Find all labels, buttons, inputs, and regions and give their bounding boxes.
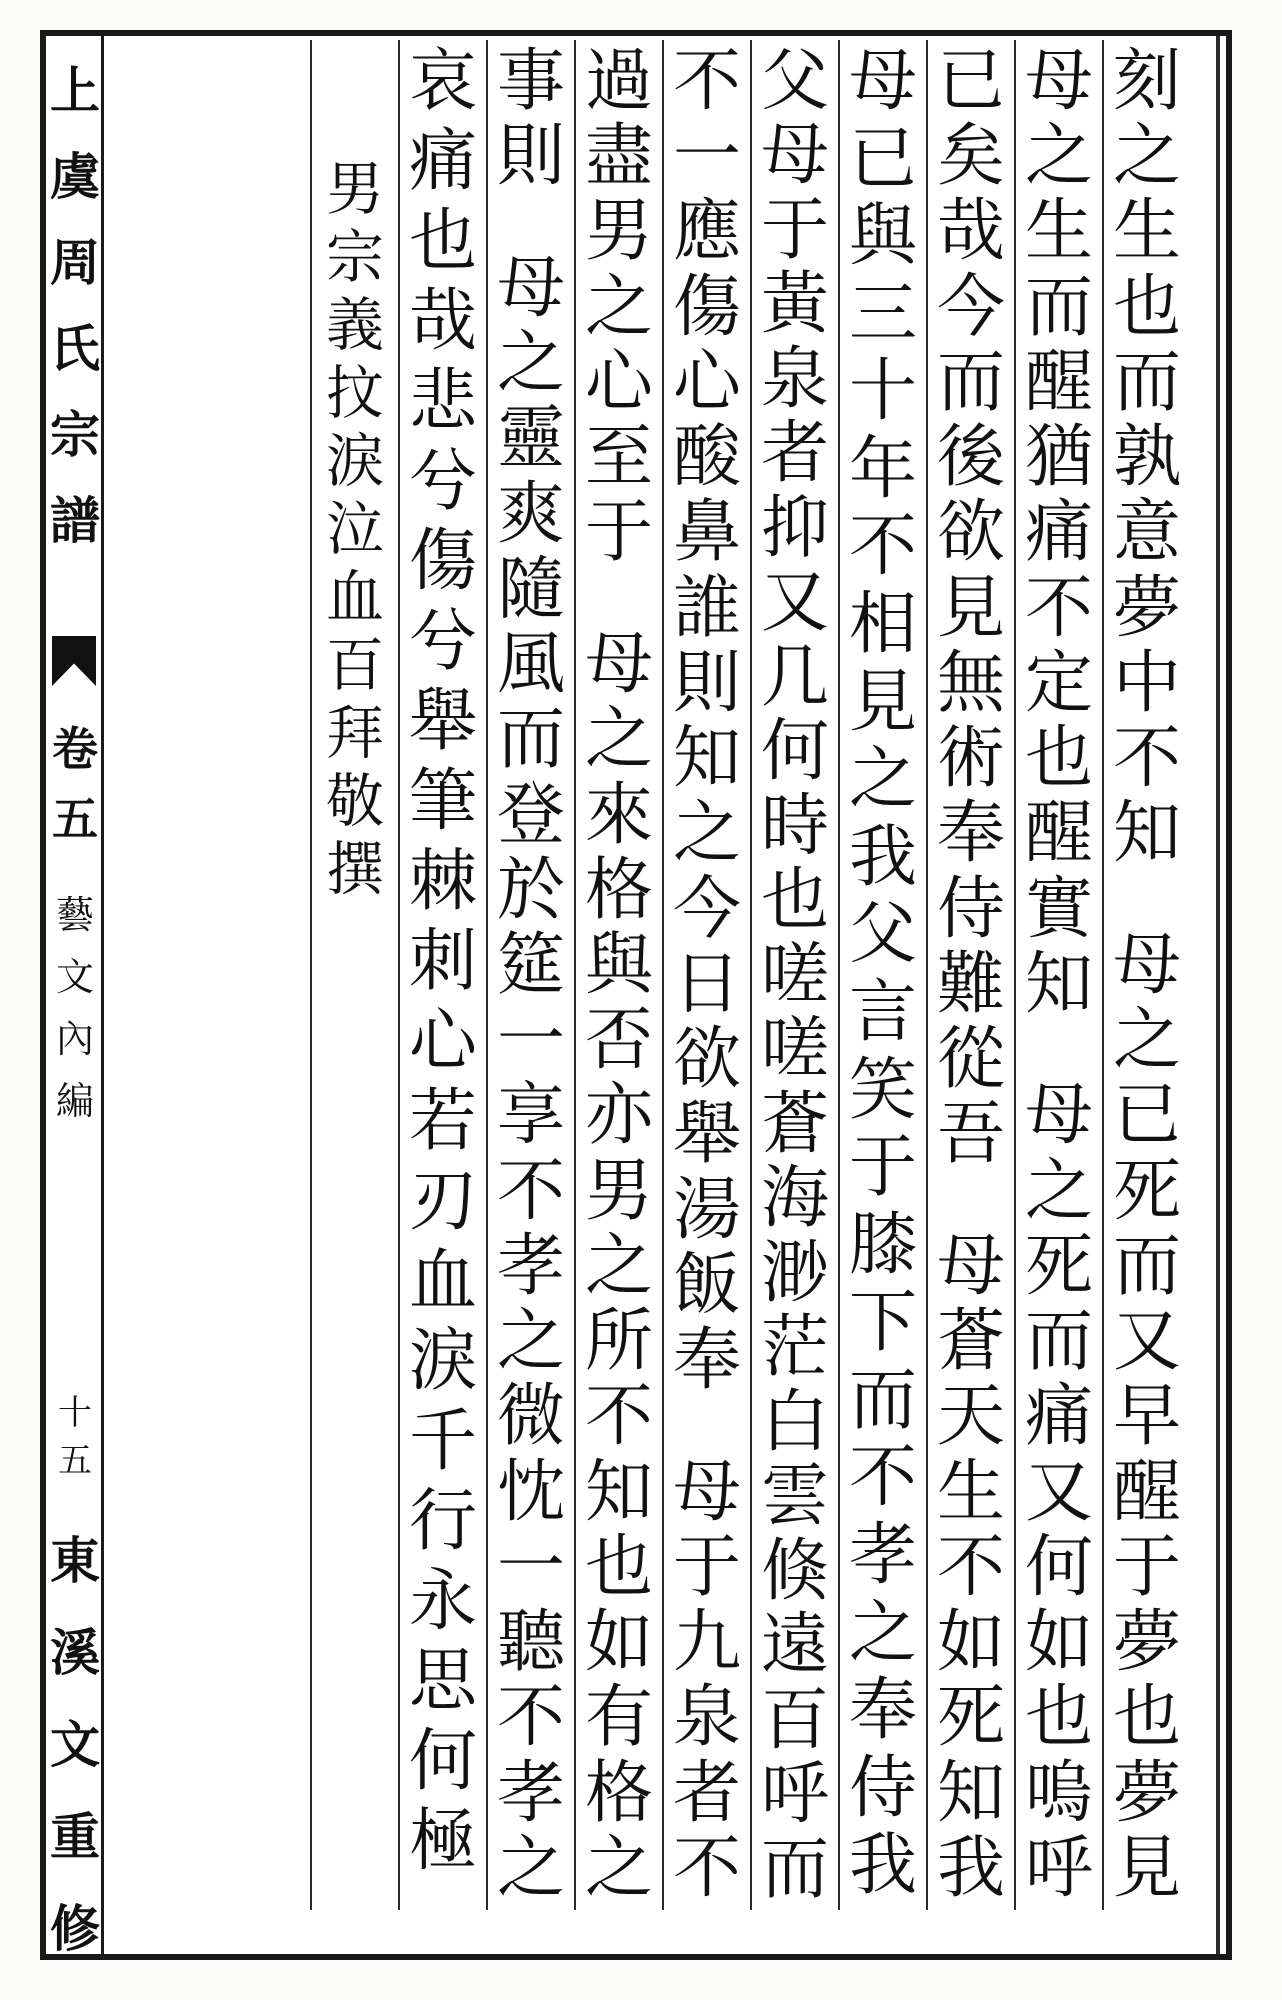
text-char: 父 (760, 42, 829, 121)
text-char: 父 (848, 895, 917, 975)
banxin-title-char: 虞 (50, 147, 100, 206)
text-char: 已 (1112, 1076, 1181, 1156)
text-char: 之 (584, 267, 653, 347)
text-char: 而 (936, 342, 1005, 422)
text-char: 中 (1112, 643, 1181, 723)
text-char: 三 (848, 274, 917, 354)
text-char: 如 (584, 1603, 653, 1683)
text-char: 已 (936, 42, 1005, 121)
text-char: 今 (936, 267, 1005, 347)
banxin-hall-char: 溪 (50, 1623, 100, 1682)
text-char: 知 (1112, 794, 1181, 874)
text-char: 從 (936, 1020, 1005, 1100)
text-char: 鼻 (672, 493, 741, 573)
text-char: 也 (1112, 267, 1181, 347)
text-char: 心 (672, 342, 741, 422)
text-char: 孝 (496, 1753, 565, 1833)
text-char: 天 (936, 1377, 1005, 1457)
text-char: 又 (1112, 1302, 1181, 1382)
text-char: 也 (760, 861, 829, 941)
text-char: 筆 (408, 762, 477, 841)
genealogy-title (48, 61, 102, 582)
text-char: 之 (672, 794, 741, 874)
text-char: 何 (1024, 1527, 1093, 1607)
text-char: 過 (584, 42, 653, 121)
text-char: 于 (584, 493, 653, 573)
text-char: 一 (672, 117, 741, 197)
text-char: 抑 (760, 488, 829, 568)
text-char: 永 (408, 1562, 477, 1641)
text-char: 夢 (1112, 1753, 1181, 1833)
text-char: 蒼 (760, 1084, 829, 1164)
text-char: 泉 (760, 339, 829, 419)
text-char: 與 (848, 197, 917, 277)
text-char: 不 (1024, 568, 1093, 648)
text-char: 奉 (936, 794, 1005, 874)
text-char: 心 (584, 342, 653, 422)
text-char: 母 (584, 625, 653, 705)
text-char: 如 (1024, 1603, 1093, 1683)
text-char: 無 (936, 643, 1005, 723)
text-char: 一 (496, 1527, 565, 1607)
text-char: 而 (1024, 1302, 1093, 1382)
text-char: 呼 (1024, 1828, 1093, 1908)
text-char: 奉 (848, 1671, 917, 1751)
text-char: 已 (848, 119, 917, 199)
text-char: 不 (848, 507, 917, 587)
text-char: 痛 (408, 122, 477, 201)
text-char: 兮 (408, 602, 477, 681)
text-column (662, 40, 750, 1910)
text-char: 刻 (1112, 42, 1181, 121)
text-char: 男 (584, 192, 653, 272)
text-char: 淚 (408, 1322, 477, 1401)
text-char: 風 (496, 625, 565, 705)
text-char: 母 (760, 116, 829, 196)
text-char: 之 (496, 1302, 565, 1382)
text-char: 蒼 (936, 1302, 1005, 1382)
text-char: 年 (848, 429, 917, 509)
text-char: 刺 (408, 922, 477, 1001)
text-char: 實 (1024, 869, 1093, 949)
text-char: 思 (408, 1642, 477, 1721)
text-char: 傷 (408, 522, 477, 601)
text-char: 而 (496, 700, 565, 780)
text-char: 爽 (496, 474, 565, 554)
text-char: 之 (1024, 1151, 1093, 1231)
section-name (48, 893, 102, 1144)
text-char: 之 (584, 700, 653, 780)
text-char: 行 (408, 1482, 477, 1561)
text-char: 之 (1024, 117, 1093, 197)
text-char: 何 (760, 712, 829, 792)
text-char: 誰 (672, 568, 741, 648)
text-char: 忱 (496, 1452, 565, 1532)
text-char: 不 (848, 1438, 917, 1518)
text-char: 生 (1112, 192, 1181, 272)
text-char: 死 (1112, 1151, 1181, 1231)
text-char: 淚 (325, 427, 384, 495)
text-char: 術 (936, 719, 1005, 799)
text-char: 若 (408, 1082, 477, 1161)
text-char: 笑 (848, 1050, 917, 1130)
text-char: 也 (1024, 1678, 1093, 1758)
text-char: 隨 (496, 549, 565, 629)
text-char: 者 (760, 414, 829, 494)
text-char: 膝 (848, 1205, 917, 1285)
text-char: 所 (584, 1302, 653, 1382)
text-char: 夢 (1112, 568, 1181, 648)
text-char: 也 (1112, 1678, 1181, 1758)
text-char: 不 (672, 42, 741, 121)
text-char: 時 (760, 786, 829, 866)
text-char: 倏 (760, 1531, 829, 1611)
text-char: 登 (496, 775, 565, 855)
text-char: 渺 (760, 1233, 829, 1313)
text-char: 哀 (408, 42, 477, 121)
signature-column (310, 40, 398, 1910)
text-char: 也 (1024, 719, 1093, 799)
text-char: 血 (325, 563, 384, 631)
text-char: 孝 (496, 1226, 565, 1306)
text-char: 不 (496, 1151, 565, 1231)
text-char: 于 (760, 190, 829, 270)
text-char: 有 (584, 1678, 653, 1758)
frame-border-right (1216, 36, 1220, 1954)
banxin-title-char: 譜 (50, 491, 100, 550)
text-char: 百 (760, 1680, 829, 1760)
text-char: 而 (1112, 342, 1181, 422)
text-char: 母 (936, 1226, 1005, 1306)
text-char: 一 (496, 1001, 565, 1081)
text-char: 則 (496, 117, 565, 197)
text-char: 茫 (760, 1308, 829, 1388)
text-char: 千 (408, 1402, 477, 1481)
text-char: 享 (496, 1076, 565, 1156)
text-char: 男 (325, 155, 384, 223)
text-char: 泉 (672, 1678, 741, 1758)
text-char: 知 (936, 1753, 1005, 1833)
text-char: 哉 (936, 192, 1005, 272)
text-char: 靈 (496, 399, 565, 479)
text-char: 義 (325, 291, 384, 359)
text-column (1102, 40, 1190, 1910)
text-char: 應 (672, 192, 741, 272)
banxin-juan-char: 五 (52, 792, 98, 846)
text-column (750, 40, 838, 1910)
page-number (48, 1393, 102, 1492)
text-char: 敬 (325, 767, 384, 835)
text-char: 遠 (760, 1606, 829, 1686)
banxin-page-char: 十 (58, 1393, 92, 1433)
text-char: 相 (848, 585, 917, 665)
text-char: 刃 (408, 1162, 477, 1241)
text-char: 者 (672, 1753, 741, 1833)
text-char: 棘 (408, 842, 477, 921)
text-char: 如 (936, 1603, 1005, 1683)
banxin-hall-char: 修 (50, 1899, 100, 1958)
banxin-hall-char: 東 (50, 1531, 100, 1590)
text-char: 之 (584, 1226, 653, 1306)
text-column (926, 40, 1014, 1910)
text-char: 死 (936, 1678, 1005, 1758)
banxin-section-char: 藝 (55, 893, 94, 937)
text-char: 醒 (1024, 794, 1093, 874)
text-char: 之 (584, 1828, 653, 1908)
text-char: 後 (936, 418, 1005, 498)
text-char: 盡 (584, 117, 653, 197)
text-char: 之 (496, 324, 565, 404)
text-char: 九 (672, 1603, 741, 1683)
text-char: 不 (584, 1377, 653, 1457)
text-char: 見 (936, 568, 1005, 648)
text-char: 醒 (1112, 1452, 1181, 1532)
text-char: 男 (584, 1151, 653, 1231)
banxin-page-char: 五 (58, 1441, 92, 1481)
text-char: 見 (848, 662, 917, 742)
banxin-section-char: 文 (55, 955, 94, 999)
text-char: 格 (584, 1753, 653, 1833)
text-char: 湯 (672, 1170, 741, 1250)
banxin-title-char: 周 (50, 233, 100, 292)
text-char: 知 (584, 1452, 653, 1532)
text-char: 又 (760, 563, 829, 643)
text-char: 而 (760, 1829, 829, 1909)
text-char: 也 (408, 202, 477, 281)
text-char: 几 (760, 637, 829, 717)
text-char: 于 (672, 1527, 741, 1607)
text-char: 來 (584, 775, 653, 855)
banxin-title-char: 上 (50, 61, 100, 120)
text-char: 不 (1112, 719, 1181, 799)
text-column (398, 40, 486, 1910)
text-char: 生 (936, 1452, 1005, 1532)
text-char: 聽 (496, 1603, 565, 1683)
text-char: 夢 (1112, 1603, 1181, 1683)
text-char: 吾 (936, 1095, 1005, 1175)
text-char: 孝 (848, 1515, 917, 1595)
text-char: 舉 (672, 1095, 741, 1175)
text-char: 猶 (1024, 418, 1093, 498)
text-char: 我 (848, 1826, 917, 1906)
text-char: 痛 (1024, 493, 1093, 573)
text-char: 侍 (936, 869, 1005, 949)
text-column (574, 40, 662, 1910)
text-char: 至 (584, 418, 653, 498)
text-char: 極 (408, 1802, 477, 1881)
text-char: 矣 (936, 117, 1005, 197)
text-char: 醒 (1024, 342, 1093, 422)
text-char: 不 (936, 1527, 1005, 1607)
text-char: 言 (848, 972, 917, 1052)
text-char: 宗 (325, 223, 384, 291)
banxin-margin (46, 36, 104, 1958)
text-column (838, 40, 926, 1910)
text-char: 百 (325, 631, 384, 699)
text-char: 否 (584, 1001, 653, 1081)
text-char: 而 (1024, 267, 1093, 347)
text-char: 母 (1024, 1076, 1093, 1156)
text-char: 而 (1112, 1226, 1181, 1306)
text-char: 欲 (672, 1020, 741, 1100)
text-char: 於 (496, 850, 565, 930)
banxin-juan-char: 卷 (52, 722, 98, 776)
text-char: 哉 (408, 282, 477, 361)
text-char: 舉 (408, 682, 477, 761)
text-char: 欲 (936, 493, 1005, 573)
text-char: 而 (848, 1360, 917, 1440)
text-char: 之 (496, 1828, 565, 1908)
text-char: 之 (1112, 1001, 1181, 1081)
text-char: 嗟 (760, 935, 829, 1015)
text-char: 日 (672, 944, 741, 1024)
text-char: 微 (496, 1377, 565, 1457)
text-char: 何 (408, 1722, 477, 1801)
text-column (1014, 40, 1102, 1910)
fishtail-mark (52, 636, 96, 686)
text-char: 下 (848, 1283, 917, 1363)
text-char: 見 (1112, 1828, 1181, 1908)
text-char: 拜 (325, 699, 384, 767)
text-char: 不 (496, 1678, 565, 1758)
text-char: 泣 (325, 495, 384, 563)
text-char: 今 (672, 869, 741, 949)
text-char: 侍 (848, 1748, 917, 1828)
hall-name (48, 1531, 102, 1996)
text-char: 酸 (672, 418, 741, 498)
text-char: 生 (1024, 192, 1093, 272)
text-char: 海 (760, 1159, 829, 1239)
text-char: 奉 (672, 1320, 741, 1400)
text-char: 兮 (408, 442, 477, 521)
text-char: 知 (1024, 944, 1093, 1024)
text-char: 飯 (672, 1245, 741, 1325)
banxin-title-char: 氏 (50, 319, 100, 378)
text-char: 不 (672, 1828, 741, 1908)
text-char: 難 (936, 944, 1005, 1024)
text-char: 我 (848, 817, 917, 897)
text-char: 母 (496, 248, 565, 328)
text-char: 孰 (1112, 418, 1181, 498)
text-char: 亦 (584, 1076, 653, 1156)
text-char: 于 (848, 1128, 917, 1208)
text-char: 知 (672, 719, 741, 799)
text-char: 又 (1024, 1452, 1093, 1532)
banxin-hall-char: 重 (50, 1807, 100, 1866)
banxin-section-char: 內 (55, 1017, 94, 1061)
text-char: 筵 (496, 926, 565, 1005)
text-char: 與 (584, 926, 653, 1005)
text-char: 抆 (325, 359, 384, 427)
text-char: 心 (408, 1002, 477, 1081)
banxin-title-char: 宗 (50, 405, 100, 464)
text-char: 之 (848, 740, 917, 820)
text-char: 痛 (1024, 1377, 1093, 1457)
text-char: 血 (408, 1242, 477, 1321)
text-char: 母 (1024, 42, 1093, 121)
text-char: 母 (848, 42, 917, 121)
text-char: 也 (584, 1527, 653, 1607)
text-char: 悲 (408, 362, 477, 441)
text-char: 則 (672, 643, 741, 723)
text-char: 母 (672, 1452, 741, 1532)
volume-number (48, 722, 102, 866)
text-char: 嗟 (760, 1010, 829, 1090)
text-char: 于 (1112, 1527, 1181, 1607)
text-char: 嗚 (1024, 1753, 1093, 1833)
text-char: 之 (1112, 117, 1181, 197)
text-char: 事 (496, 42, 565, 121)
text-char: 定 (1024, 643, 1093, 723)
text-column (486, 40, 574, 1910)
text-char: 白 (760, 1382, 829, 1462)
text-char: 早 (1112, 1377, 1181, 1457)
text-char: 呼 (760, 1755, 829, 1835)
text-char: 傷 (672, 267, 741, 347)
text-char: 我 (936, 1828, 1005, 1908)
text-char: 之 (848, 1593, 917, 1673)
text-char: 母 (1112, 926, 1181, 1005)
banxin-hall-char: 文 (50, 1715, 100, 1774)
text-char: 死 (1024, 1226, 1093, 1306)
text-char: 雲 (760, 1457, 829, 1537)
text-char: 十 (848, 352, 917, 432)
banxin-section-char: 編 (55, 1079, 94, 1123)
text-char: 格 (584, 850, 653, 930)
text-char: 黃 (760, 265, 829, 345)
text-char: 撰 (325, 835, 384, 903)
text-char: 意 (1112, 493, 1181, 573)
